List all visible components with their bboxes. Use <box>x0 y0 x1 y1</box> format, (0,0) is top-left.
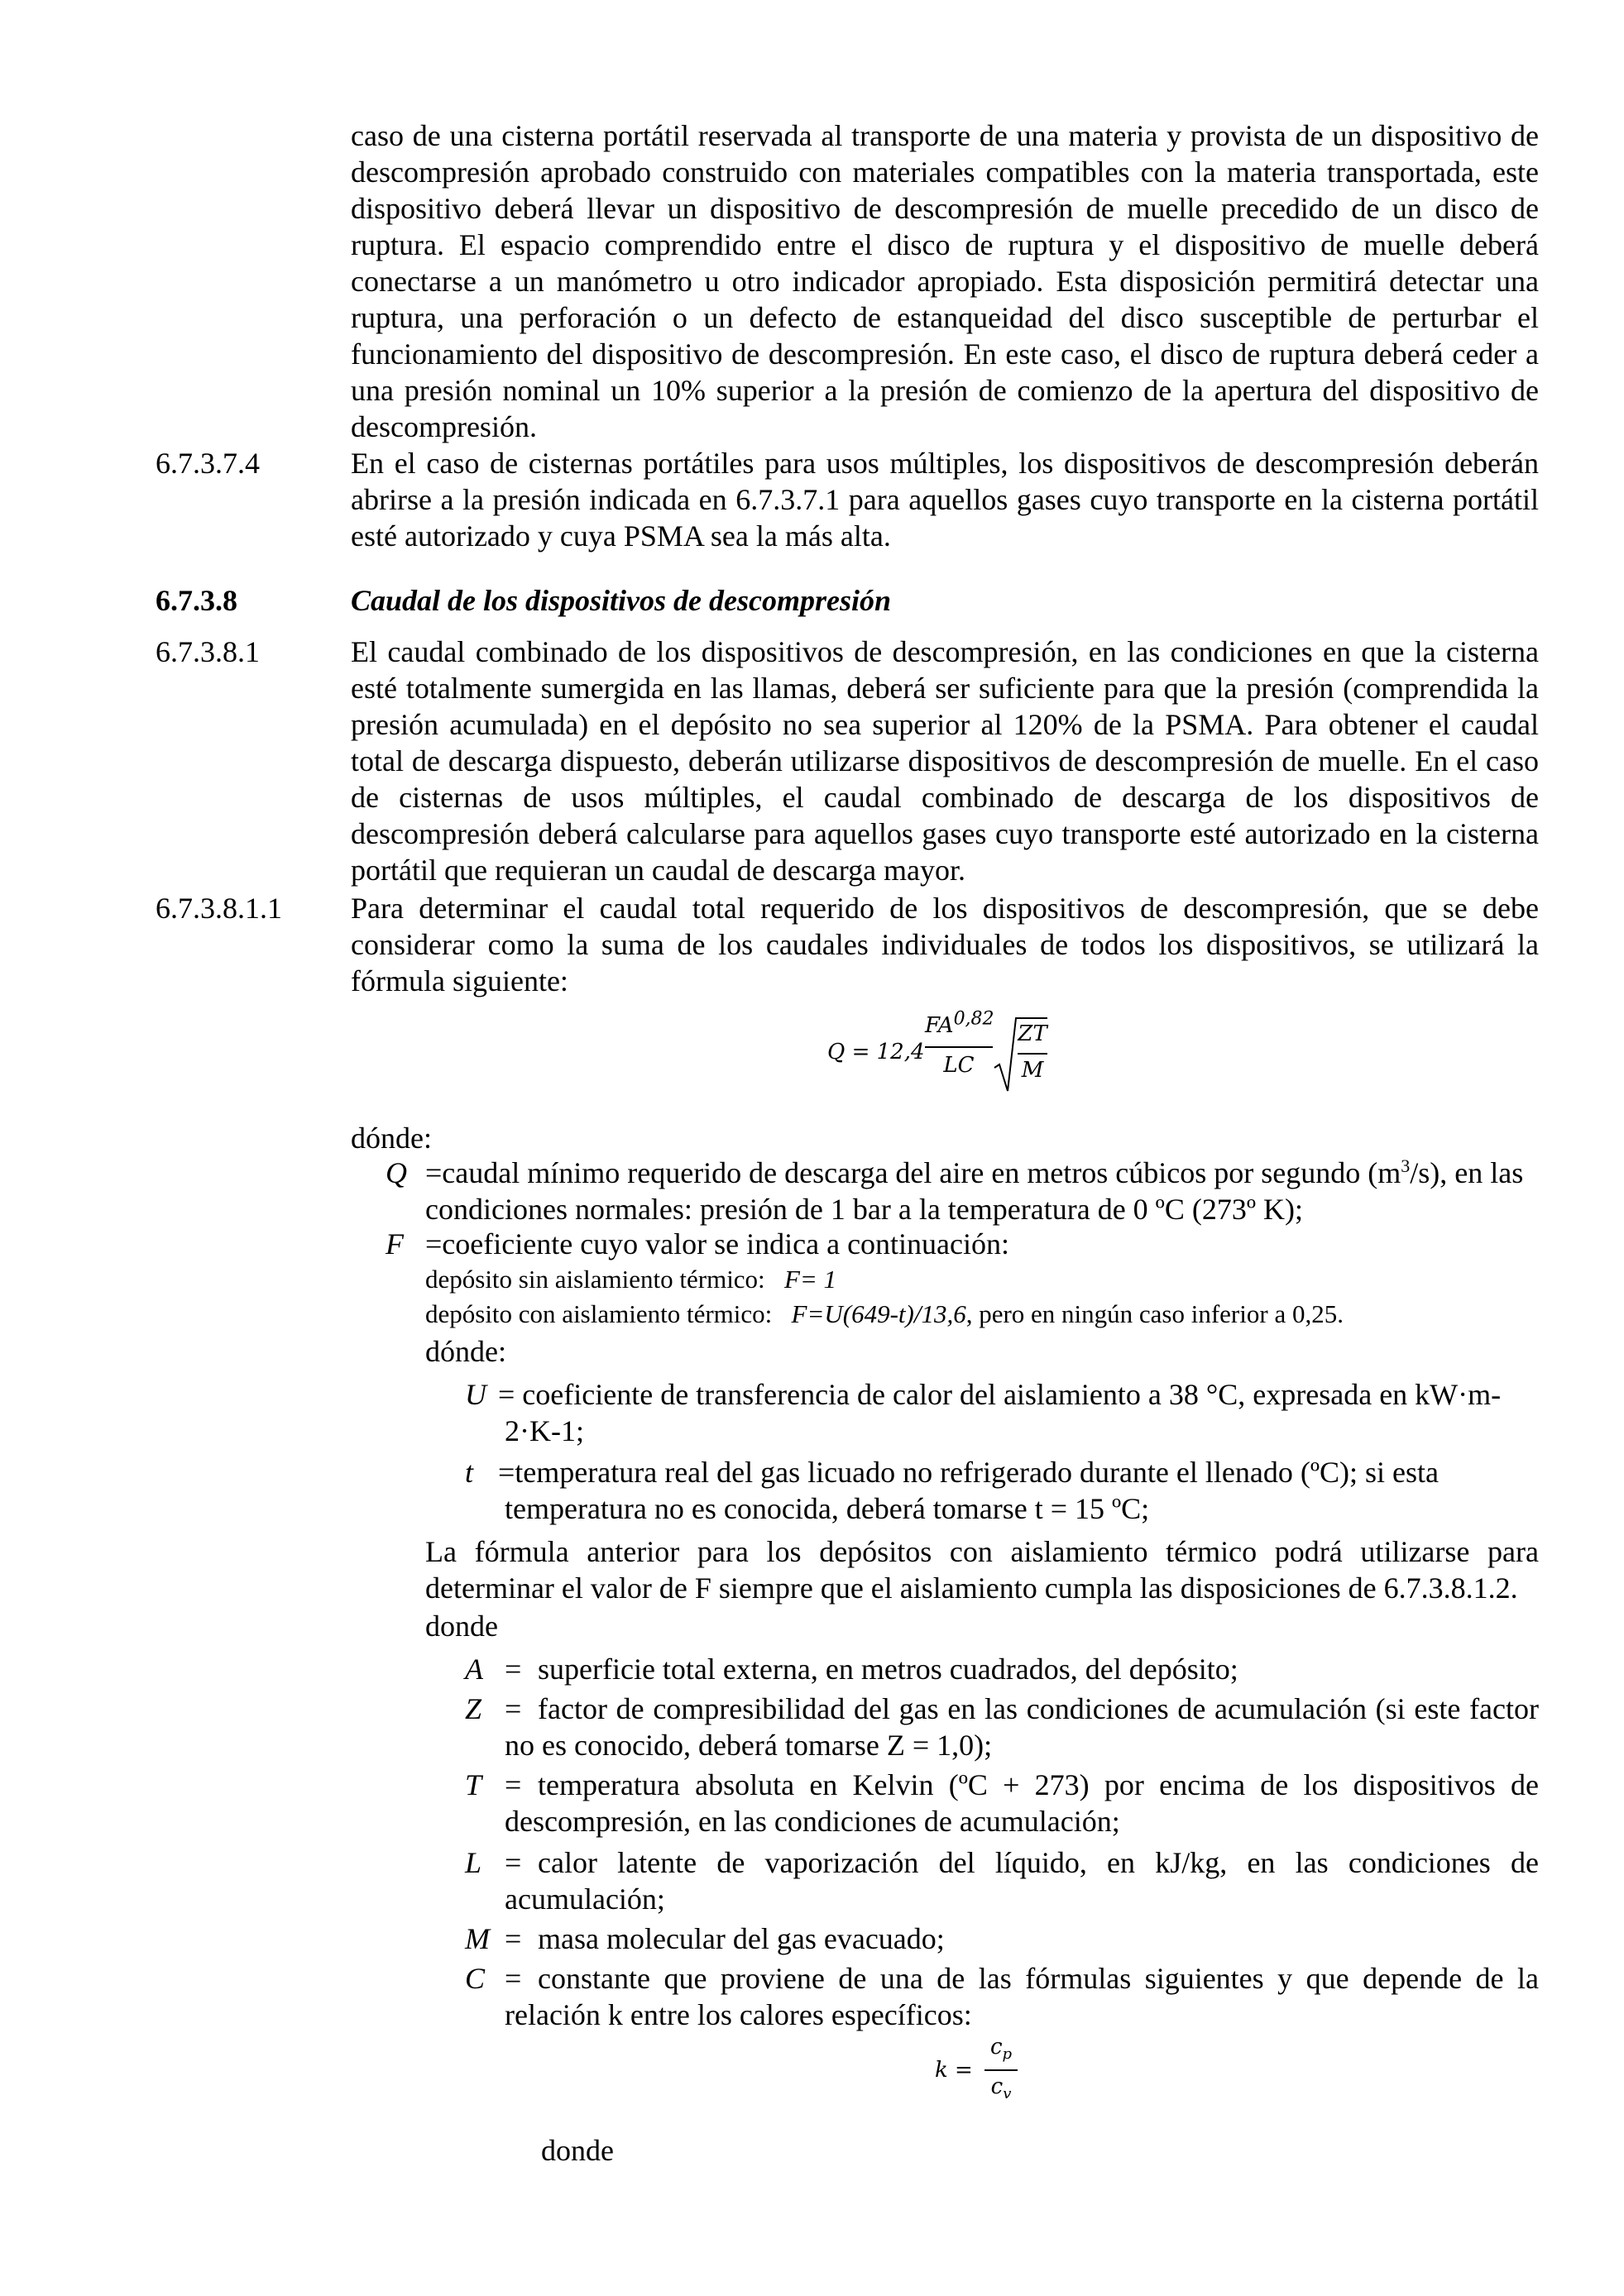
formula-q-lhs: Q = 12,4 <box>827 1040 925 1064</box>
symbol-c: C <box>465 1962 486 1995</box>
symbol-f: F <box>386 1227 404 1260</box>
formula-q-num-exp: 0,82 <box>953 1008 994 1030</box>
equals-m: = <box>505 1922 522 1955</box>
intro-paragraph: caso de una cisterna portátil reservada al transporte de una materia y provista de un dispositivo de descompresión aprobado construido con materiales compatibles con la materia transportada, este dispositivo deberá llevar un dispositivo de descompresión de muelle precedido de un disco de ruptura. El espacio comprendido entre el disco de ruptura y el dispositivo de muelle deberá conectarse a un manómetro u otro indicador apropiado. Esta disposición permitirá detectar una ruptura, una perforación o un defecto de estanqueidad del disco susceptible de perturbar el funcionamiento del dispositivo de descompresión. En este caso, el disco de ruptura deberá ceder a una presión nominal un 10% superior a la presión de comienzo de la apertura del dispositivo de descompresión. <box>351 119 1539 443</box>
section-number-67381: 6.7.3.8.1 <box>156 635 260 668</box>
formula-q <box>827 1008 1092 1104</box>
formula-q-fraction-bar <box>925 1046 993 1048</box>
formula-q-root-denominator: M <box>1021 1058 1044 1083</box>
formula-q-numerator <box>925 1008 994 1038</box>
definition-a-text: superficie total externa, en metros cuadrados, del depósito; <box>538 1653 1238 1686</box>
definition-t-line1: =temperatura real del gas licuado no refrigerado durante el llenado (ºC); si esta <box>498 1456 1439 1489</box>
definition-q-line1 <box>425 1155 1539 1191</box>
donde-label-1: dónde: <box>351 1122 432 1155</box>
formula-k-denominator <box>984 2074 1018 2102</box>
equals-l: = <box>505 1846 522 1879</box>
donde-label-2: dónde: <box>425 1335 506 1368</box>
symbol-q: Q <box>386 1156 407 1189</box>
definition-l-text: calor latente de vaporización del líquido, en kJ/kg, en las condiciones de acumulación; <box>505 1846 1539 1916</box>
symbol-t-abs: T <box>465 1768 482 1801</box>
section-text-67374: En el caso de cisternas portátiles para usos múltiples, los dispositivos de descompresión deberán abrirse a la presión indicada en 6.7.3.7.1 para aquellos gases cuyo transporte en la cisterna portátil esté autorizado y cuya PSMA sea la más alta. <box>351 447 1539 552</box>
definition-q-line1-sup: 3 <box>1401 1155 1411 1176</box>
equals-a: = <box>505 1653 522 1686</box>
definition-f-sub2-value: F=U(649-t)/13,6 <box>791 1299 966 1328</box>
formula-k-num-sub: p <box>1002 2045 1013 2064</box>
definition-m-text: masa molecular del gas evacuado; <box>538 1922 945 1955</box>
formula-q-root-numerator: ZT <box>1018 1021 1047 1046</box>
equals-z: = <box>505 1692 522 1725</box>
symbol-l: L <box>465 1846 482 1879</box>
section-title-6738: Caudal de los dispositivos de descompresión <box>351 584 892 617</box>
definition-u-line1: = coeficiente de transferencia de calor del aislamiento a 38 °C, expresada en kW·m- <box>498 1378 1502 1411</box>
section-text-673811: Para determinar el caudal total requerido de los dispositivos de descompresión, que se debe considerar como la suma de los caudales individuales de todos los dispositivos, se utilizará la fórmula siguiente: <box>351 892 1539 997</box>
symbol-u: U <box>465 1378 486 1411</box>
definition-q-line1-post: /s), en las <box>1410 1156 1524 1189</box>
definition-t-line2: temperatura no es conocida, deberá tomarse t = 15 ºC; <box>505 1492 1150 1525</box>
donde-label-4: donde <box>541 2134 614 2167</box>
definition-f-sub2-label: depósito con aislamiento térmico: <box>425 1299 773 1328</box>
symbol-t: t <box>465 1456 474 1489</box>
definition-z-text: factor de compresibilidad del gas en las condiciones de acumulación (si este factor no es conocido, deberá tomarse Z = 1,0); <box>505 1692 1539 1762</box>
definition-f <box>386 1226 1539 1333</box>
formula-k-fraction-bar <box>984 2069 1018 2071</box>
formula-k-den-sub: v <box>1003 2085 1012 2103</box>
formula-k-lhs: k = <box>935 2058 973 2083</box>
formula-note: La fórmula anterior para los depósitos con aislamiento térmico podrá utilizarse para determinar el valor de F siempre que el aislamiento cumpla las disposiciones de 6.7.3.8.1.2. <box>425 1535 1539 1605</box>
formula-k <box>935 2035 1034 2109</box>
symbol-z: Z <box>465 1692 482 1725</box>
definition-t-abs-text: temperatura absoluta en Kelvin (ºC + 273) por encima de los dispositivos de descompresión, en las condiciones de acumulación; <box>505 1768 1539 1838</box>
section-number-673811: 6.7.3.8.1.1 <box>156 892 282 925</box>
section-number-67374: 6.7.3.7.4 <box>156 447 260 480</box>
definition-q-line2: condiciones normales: presión de 1 bar a la temperatura de 0 ºC (273º K); <box>425 1193 1303 1226</box>
formula-q-denominator: LC <box>943 1053 975 1078</box>
formula-k-den: c <box>990 2074 1004 2099</box>
definition-f-sub2 <box>425 1297 1344 1332</box>
definition-f-sub1 <box>425 1262 836 1297</box>
section-number-6738: 6.7.3.8 <box>156 584 237 617</box>
definition-f-text: =coeficiente cuyo valor se indica a continuación: <box>425 1227 1010 1260</box>
symbol-m: M <box>465 1922 490 1955</box>
definition-f-sub2-tail: , pero en ningún caso inferior a 0,25. <box>965 1299 1344 1328</box>
formula-q-num-base: FA <box>925 1013 954 1038</box>
formula-k-num: c <box>989 2035 1003 2059</box>
equals-c: = <box>505 1962 522 1995</box>
symbol-a: A <box>465 1653 483 1686</box>
donde-label-3: donde <box>425 1610 498 1643</box>
definition-f-sub1-value: F= 1 <box>783 1265 837 1294</box>
definition-q <box>386 1155 1539 1227</box>
definition-f-sub1-label: depósito sin aislamiento térmico: <box>425 1265 765 1294</box>
equals-t-abs: = <box>505 1768 522 1801</box>
formula-k-numerator <box>984 2035 1018 2063</box>
definition-c-text: constante que proviene de una de las fórmulas siguientes y que depende de la relación k entre los calores específicos: <box>505 1962 1539 2031</box>
definition-u <box>465 1376 1539 1449</box>
definition-t <box>465 1454 1539 1527</box>
formula-q-root-bar <box>1018 1053 1047 1055</box>
section-text-67381: El caudal combinado de los dispositivos de descompresión, en las condiciones en que la cisterna esté totalmente sumergida en las llamas, deberá ser suficiente para que la presión (comprendida la presión acumulada) en el depósito no sea superior al 120% de la PSMA. Para obtener el caudal total de descarga dispuesto, deberán utilizarse dispositivos de descompresión de muelle. En el caso de cisternas de usos múltiples, el caudal combinado de descarga de los dispositivos de descompresión deberá calcularse para aquellos gases cuyo transporte esté autorizado en la cisterna portátil que requieran un caudal de descarga mayor. <box>351 635 1539 887</box>
definition-u-line2: 2·K-1; <box>505 1414 584 1447</box>
definition-q-line1-pre: =caudal mínimo requerido de descarga del aire en metros cúbicos por segundo (m <box>425 1156 1401 1189</box>
